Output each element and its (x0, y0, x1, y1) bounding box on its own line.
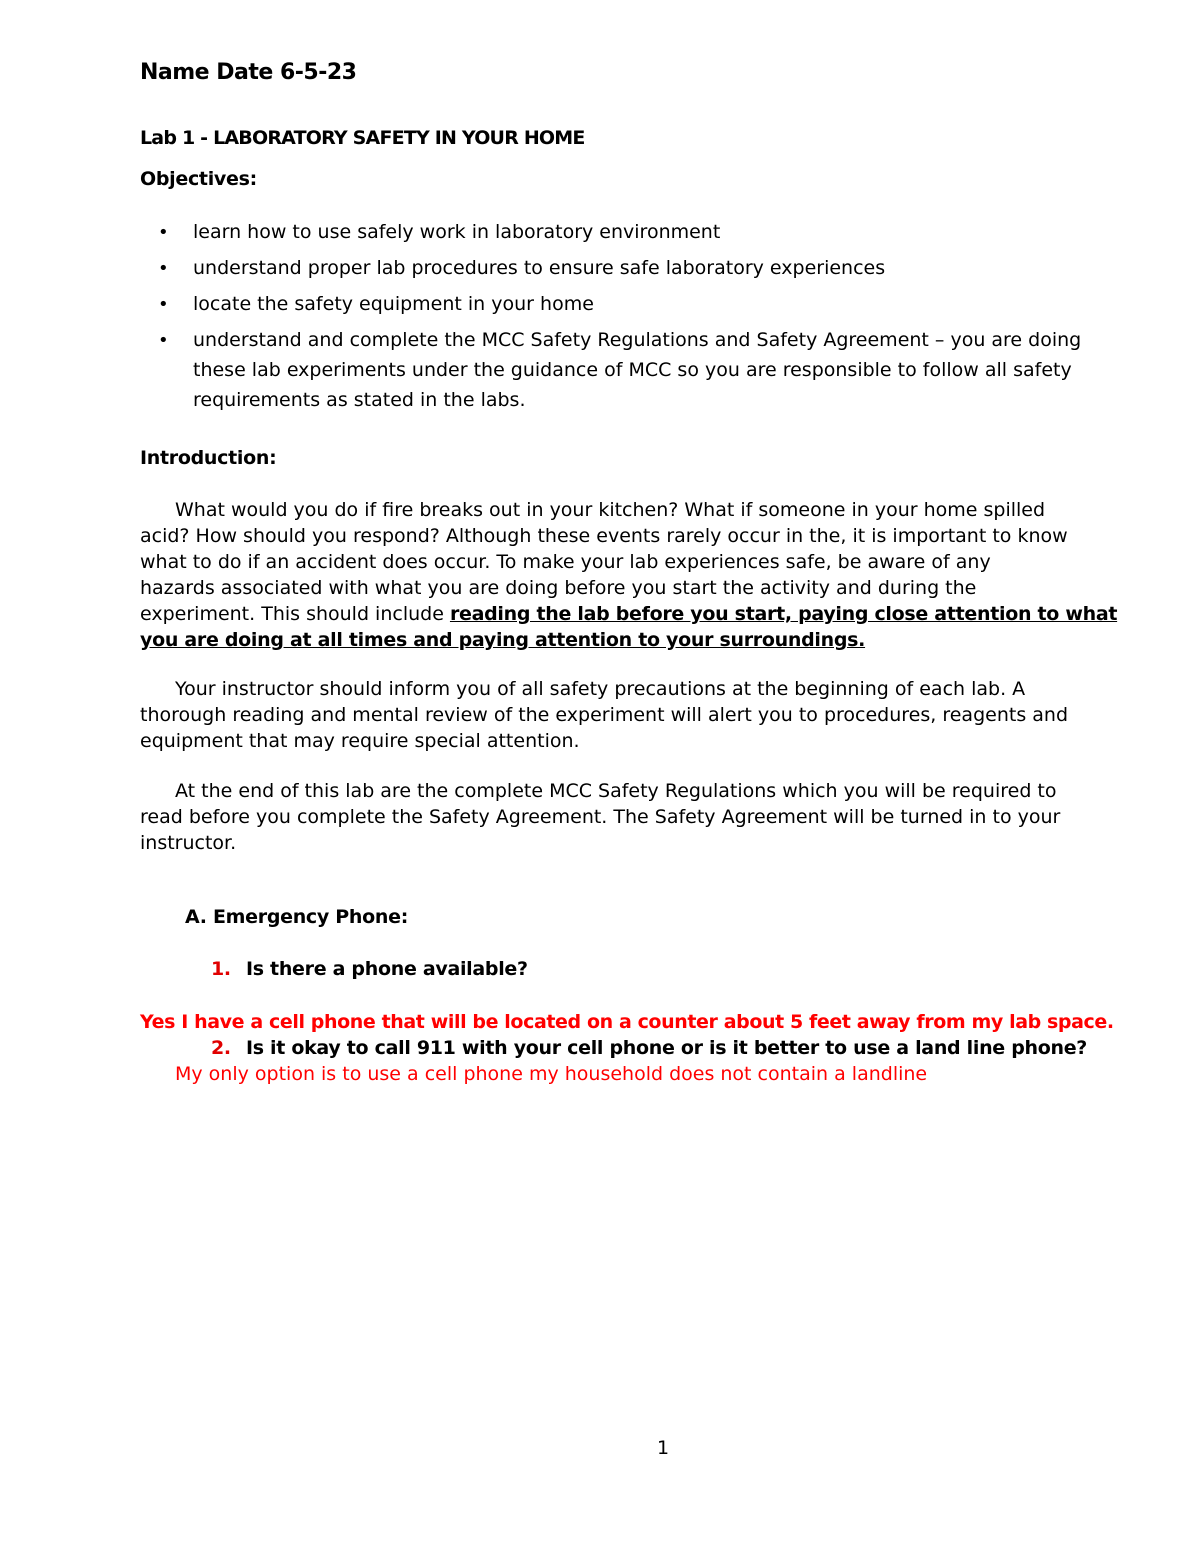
paragraph-line: acid? How should you respond? Although these events rarely occur in the, it is important to know (140, 525, 1068, 547)
question-text: Is there a phone available? (245, 958, 528, 980)
bullet-icon: • (158, 294, 169, 315)
answer-1: Yes I have a cell phone that will be located on a counter about 5 feet away from my lab space. (140, 1011, 1114, 1033)
paragraph-line: instructor. (140, 832, 237, 854)
paragraph-line: read before you complete the Safety Agreement. The Safety Agreement will be turned in to your (140, 806, 1061, 828)
bullet-icon: • (158, 330, 169, 351)
question-1 (211, 958, 528, 980)
objective-item-line: requirements as stated in the labs. (193, 389, 526, 411)
question-text: Is it okay to call 911 with your cell phone or is it better to use a land line phone? (245, 1037, 1088, 1059)
paragraph-line: Your instructor should inform you of all safety precautions at the beginning of each lab. A (175, 678, 1026, 700)
name-date-heading: Name Date 6-5-23 (140, 60, 357, 85)
paragraph-line: What would you do if fire breaks out in your kitchen? What if someone in your home spilled (175, 499, 1046, 521)
paragraph-line: At the end of this lab are the complete MCC Safety Regulations which you will be required to (175, 780, 1057, 802)
introduction-heading: Introduction: (140, 447, 277, 469)
paragraph-line: thorough reading and mental review of the experiment will alert you to procedures, reagents and (140, 704, 1069, 726)
bullet-icon: • (158, 258, 169, 279)
paragraph-text: experiment. This should include (140, 603, 450, 625)
objectives-heading: Objectives: (140, 168, 257, 190)
answer-2: My only option is to use a cell phone my household does not contain a landline (175, 1063, 928, 1085)
question-2 (211, 1037, 1087, 1059)
paragraph-line: equipment that may require special attention. (140, 730, 580, 752)
question-number: 1. (211, 958, 231, 980)
paragraph-line: what to do if an accident does occur. To make your lab experiences safe, be aware of any (140, 551, 991, 573)
objective-item-line: these lab experiments under the guidance of MCC so you are responsible to follow all safety (193, 359, 1072, 381)
bullet-icon: • (158, 222, 169, 243)
intro-paragraph-2 (140, 676, 1100, 754)
lab-title: Lab 1 - LABORATORY SAFETY IN YOUR HOME (140, 127, 585, 149)
intro-paragraph-1 (140, 497, 1118, 653)
objective-item: learn how to use safely work in laboratory environment (193, 221, 721, 243)
objective-item-line: understand and complete the MCC Safety Regulations and Safety Agreement – you are doing (193, 329, 1082, 351)
section-a-heading: A. Emergency Phone: (185, 906, 409, 928)
emphasized-text: reading the lab before you start, paying close attention to what (449, 603, 1118, 625)
intro-paragraph-3 (140, 778, 1100, 856)
question-number: 2. (211, 1037, 231, 1059)
objective-item: locate the safety equipment in your home (193, 293, 594, 315)
paragraph-line: hazards associated with what you are doing before you start the activity and during the (140, 577, 977, 599)
paragraph-line (140, 601, 1118, 627)
objective-item: understand proper lab procedures to ensure safe laboratory experiences (193, 257, 886, 279)
emphasized-text: you are doing at all times and paying attention to your surroundings. (140, 629, 866, 651)
page-number: 1 (657, 1437, 670, 1459)
